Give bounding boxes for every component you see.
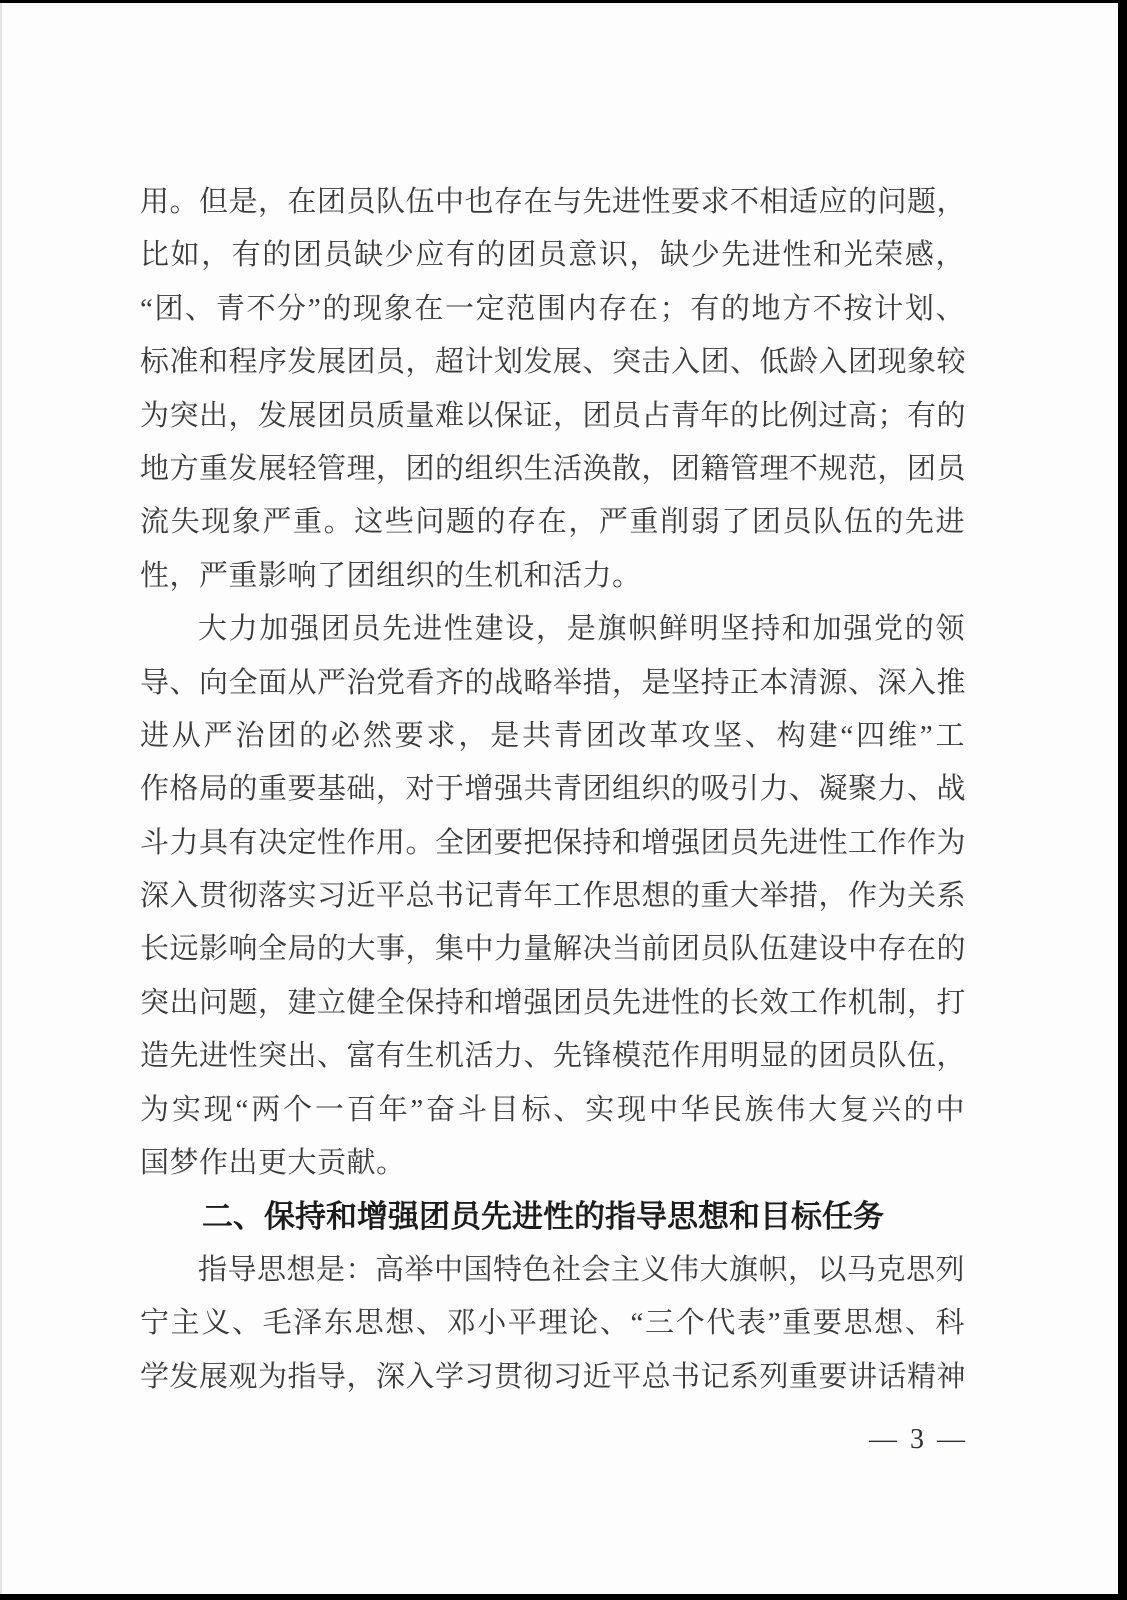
text-line: 性，严重影响了团组织的生机和活力。 [140, 559, 642, 592]
text-line: 流失现象严重。这些问题的存在，严重削弱了团员队伍的先进 [140, 506, 965, 539]
text-line: 用。但是，在团员队伍中也存在与先进性要求不相适应的问题， [140, 186, 967, 218]
text-content [140, 176, 965, 1404]
text-line: 突出问题，建立健全保持和增强团员先进性的长效工作机制，打 [140, 986, 967, 1019]
text-line: 标准和程序发展团员，超计划发展、突击入团、低龄入团现象较 [140, 346, 967, 379]
text-line: 为突出，发展团员质量难以保证，团员占青年的比例过高；有的 [140, 399, 967, 432]
text-line: 地方重发展轻管理，团的组织生活涣散，团籍管理不规范，团员 [140, 452, 967, 485]
scan-edge-right [1118, 0, 1127, 1600]
page-number: — 3 — [869, 1424, 968, 1455]
text-line: 学发展观为指导，深入学习贯彻习近平总书记系列重要讲话精神 [140, 1360, 967, 1393]
text-line: 比如，有的团员缺少应有的团员意识，缺少先进性和光荣感， [140, 239, 965, 272]
scan-edge-left [0, 0, 2, 1600]
paragraph [140, 603, 965, 1190]
text-line: 为实现“两个一百年”奋斗目标、实现中华民族伟大复兴的中 [140, 1093, 965, 1126]
scan-edge-top [0, 0, 1127, 3]
paragraph [140, 176, 965, 603]
text-line: 斗力具有决定性作用。全团要把保持和增强团员先进性工作作为 [140, 826, 967, 859]
paragraph [140, 1244, 965, 1404]
text-line: 造先进性突出、富有生机活力、先锋模范作用明显的团员队伍， [140, 1040, 967, 1073]
text-line: “团、青不分”的现象在一定范围内存在；有的地方不按计划、 [140, 292, 965, 325]
text-line: 宁主义、毛泽东思想、邓小平理论、“三个代表”重要思想、科 [140, 1307, 965, 1340]
section-heading: 二、保持和增强团员先进性的指导思想和目标任务 [202, 1199, 884, 1235]
text-line: 长远影响全局的大事，集中力量解决当前团员队伍建设中存在的 [140, 933, 967, 966]
text-line: 国梦作出更大贡献。 [140, 1147, 406, 1180]
text-line: 进从严治团的必然要求，是共青团改革攻坚、构建“四维”工 [140, 719, 965, 752]
text-line: 导、向全面从严治党看齐的战略举措，是坚持正本清源、深入推 [140, 666, 967, 699]
text-line: 深入贯彻落实习近平总书记青年工作思想的重大举措，作为关系 [140, 880, 967, 913]
scan-edge-bottom [0, 1594, 1127, 1600]
text-line: 指导思想是：高举中国特色社会主义伟大旗帜，以马克思列 [198, 1253, 966, 1286]
text-line: 作格局的重要基础，对于增强共青团组织的吸引力、凝聚力、战 [140, 773, 967, 806]
text-line: 大力加强团员先进性建设，是旗帜鲜明坚持和加强党的领 [198, 613, 965, 646]
